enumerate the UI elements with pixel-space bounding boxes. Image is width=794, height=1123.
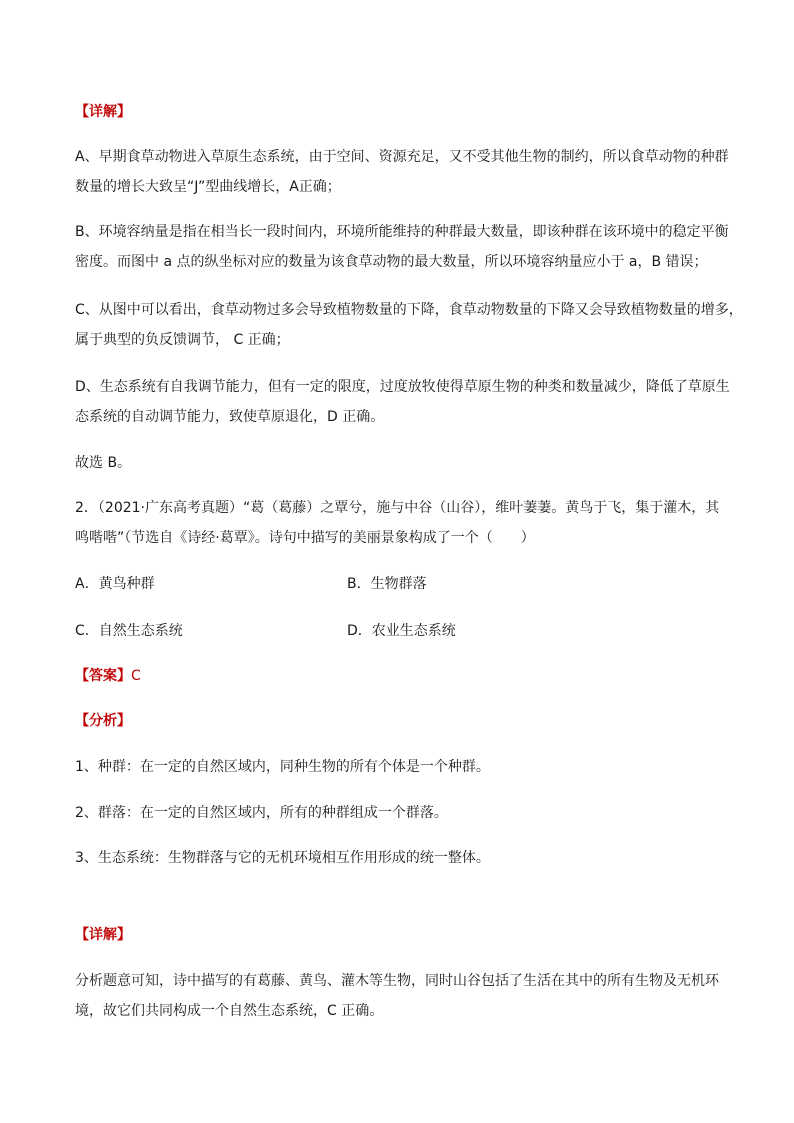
options-row-1: [75, 569, 725, 599]
answer-value: C: [131, 668, 141, 684]
analysis-point-1: 1、种群：在一定的自然区域内，同种生物的所有个体是一个种群。: [75, 759, 490, 775]
option-c-explanation-line-2: 属于典型的负反馈调节， C 正确；: [75, 332, 290, 348]
options-row-2: [75, 616, 725, 646]
option-c: C．自然生态系统: [75, 623, 183, 639]
detail-line-2: 境，故它们共同构成一个自然生态系统，C 正确。: [75, 1003, 384, 1019]
option-a-explanation-line-2: 数量的增长大致呈“J”型曲线增长，A正确；: [75, 179, 341, 195]
option-a: A．黄鸟种群: [75, 576, 155, 592]
analysis-point-3: 3、生态系统：生物群落与它的无机环境相互作用形成的统一整体。: [75, 850, 490, 866]
conclusion-text: 故选 B。: [75, 455, 132, 471]
option-d: D．农业生态系统: [347, 623, 456, 639]
option-a-explanation-line-1: A、早期食草动物进入草原生态系统，由于空间、资源充足，又不受其他生物的制约，所以食草动物的种群: [75, 149, 729, 165]
answer-tag: 【答案】: [75, 668, 131, 684]
question-2-stem-line-2: 鸣喈喈”（节选自《诗经·葛覃》。诗句中描写的美丽景象构成了一个（ ）: [75, 530, 535, 546]
answer-line: [75, 661, 725, 691]
detail-heading-2: 【详解】: [75, 927, 131, 943]
analysis-heading: 【分析】: [75, 713, 131, 729]
option-c-explanation-line-1: C、从图中可以看出，食草动物过多会导致植物数量的下降，食草动物数量的下降又会导致植物数量的增多，: [75, 302, 743, 318]
detail-heading-1: 【详解】: [75, 104, 131, 120]
option-d-explanation-line-1: D、生态系统有自我调节能力，但有一定的限度，过度放牧使得草原生物的种类和数量减少，降低了草原生: [75, 379, 730, 395]
analysis-point-2: 2、群落：在一定的自然区域内，所有的种群组成一个群落。: [75, 805, 448, 821]
option-b-explanation-line-1: B、环境容纳量是指在相当长一段时间内，环境所能维持的种群最大数量，即该种群在该环境中的稳定平衡: [75, 224, 729, 240]
option-b-explanation-line-2: 密度。而图中 a 点的纵坐标对应的数量为该食草动物的最大数量，所以环境容纳量应小于 a，B 错误；: [75, 254, 708, 270]
option-b: B．生物群落: [347, 576, 427, 592]
option-d-explanation-line-2: 态系统的自动调节能力，致使草原退化，D 正确。: [75, 409, 385, 425]
question-2-stem-line-1: 2．（2021·广东高考真题）“葛（葛藤）之覃兮，施与中谷（山谷），维叶萋萋。黄鸟于飞，集于灌木，其: [75, 500, 720, 516]
detail-line-1: 分析题意可知，诗中描写的有葛藤、黄鸟、灌木等生物，同时山谷包括了生活在其中的所有生物及无机环: [75, 973, 719, 989]
